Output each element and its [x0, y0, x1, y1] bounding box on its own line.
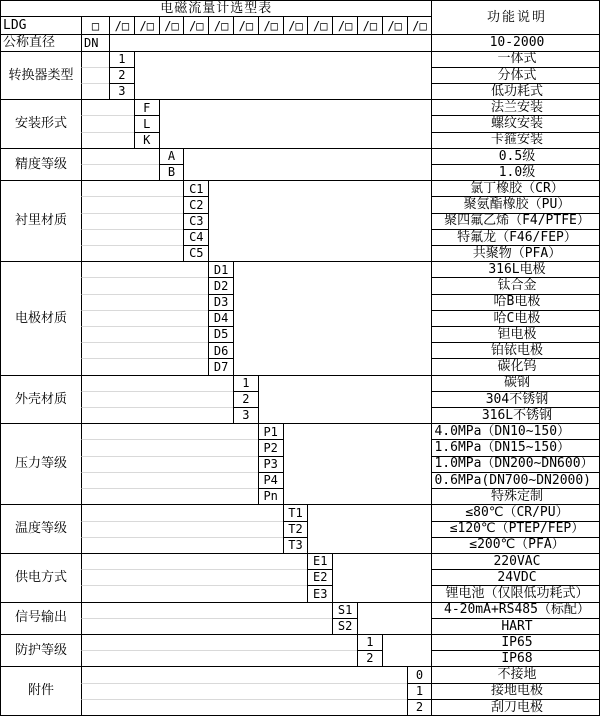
- filler-cell: [81, 164, 159, 180]
- function-cell: 0.5级: [431, 148, 600, 164]
- function-cell: 分体式: [431, 67, 600, 83]
- filler-cell: [258, 375, 432, 424]
- function-cell: 共聚物（PFA）: [431, 245, 600, 261]
- code-cell: 2: [233, 391, 258, 407]
- section-label: 衬里材质: [1, 180, 81, 261]
- code-cell: C5: [183, 245, 208, 261]
- filler-cell: [134, 51, 432, 100]
- code-cell: 1: [109, 51, 134, 67]
- code-cell: 3: [109, 83, 134, 99]
- filler-cell: [81, 358, 208, 374]
- filler-cell: [81, 634, 357, 650]
- code-cell: S2: [332, 618, 357, 634]
- filler-cell: [81, 618, 332, 634]
- selector-table: [1, 1, 600, 715]
- section-label: 安装形式: [1, 99, 81, 148]
- section-label: 精度等级: [1, 148, 81, 180]
- function-cell: 钛合金: [431, 277, 600, 293]
- code-cell: D1: [208, 261, 233, 277]
- function-cell: 1.0MPa（DN200~DN600）: [431, 456, 600, 472]
- model-slot-cell: /□: [307, 16, 332, 34]
- function-cell: 一体式: [431, 51, 600, 67]
- section-label: 公称直径: [1, 34, 81, 50]
- section-label: 附件: [1, 666, 81, 715]
- function-cell: ≤120℃（PTEP/FEP）: [431, 521, 600, 537]
- filler-cell: [81, 553, 307, 569]
- code-cell: C2: [183, 196, 208, 212]
- function-cell: 哈C电极: [431, 310, 600, 326]
- section-label: 防护等级: [1, 634, 81, 666]
- model-slot-cell: /□: [109, 16, 134, 34]
- function-cell: HART: [431, 618, 600, 634]
- function-cell: 铂铱电极: [431, 342, 600, 358]
- filler-cell: [81, 537, 283, 553]
- code-cell: 0: [407, 666, 432, 682]
- model-slot-cell: /□: [382, 16, 407, 34]
- code-cell: P3: [258, 456, 283, 472]
- filler-cell: [81, 423, 258, 439]
- function-cell: 4-20mA+RS485（标配）: [431, 602, 600, 618]
- function-cell: ≤80℃（CR/PU）: [431, 504, 600, 520]
- function-cell: 1.6MPa（DN15~150）: [431, 439, 600, 455]
- model-slot-cell: /□: [357, 16, 382, 34]
- filler-cell: [81, 132, 134, 148]
- code-cell: T1: [283, 504, 308, 520]
- function-cell: IP65: [431, 634, 600, 650]
- filler-cell: [81, 683, 407, 699]
- model-slot-cell: /□: [183, 16, 208, 34]
- code-cell: T2: [283, 521, 308, 537]
- function-cell: 钽电极: [431, 326, 600, 342]
- function-cell: 刮刀电极: [431, 699, 600, 715]
- filler-cell: [81, 196, 183, 212]
- filler-cell: [81, 585, 307, 601]
- code-cell: K: [134, 132, 159, 148]
- filler-cell: [81, 99, 134, 115]
- code-cell: P2: [258, 439, 283, 455]
- function-cell: IP68: [431, 650, 600, 666]
- function-cell: 哈B电极: [431, 294, 600, 310]
- function-cell: 聚四氟乙烯（F4/PTFE）: [431, 213, 600, 229]
- filler-cell: [81, 488, 258, 504]
- filler-cell: [81, 245, 183, 261]
- filler-cell: [382, 634, 432, 666]
- code-cell: 1: [407, 683, 432, 699]
- code-cell: 1: [233, 375, 258, 391]
- filler-cell: [81, 521, 283, 537]
- function-cell: 1.0级: [431, 164, 600, 180]
- filler-cell: [81, 326, 208, 342]
- filler-cell: [81, 261, 208, 277]
- function-cell: 聚氨酯橡胶（PU）: [431, 196, 600, 212]
- code-cell: D5: [208, 326, 233, 342]
- filler-cell: [81, 342, 208, 358]
- filler-cell: [283, 423, 432, 504]
- filler-cell: [208, 180, 431, 261]
- filler-cell: [109, 34, 431, 50]
- model-slot-cell: /□: [283, 16, 308, 34]
- code-cell: 2: [357, 650, 382, 666]
- code-cell: A: [159, 148, 184, 164]
- function-cell: 316L电极: [431, 261, 600, 277]
- code-cell: D3: [208, 294, 233, 310]
- code-cell: B: [159, 164, 184, 180]
- function-cell: 螺纹安装: [431, 115, 600, 131]
- code-cell: F: [134, 99, 159, 115]
- function-column-header: 功能说明: [431, 1, 600, 34]
- filler-cell: [81, 472, 258, 488]
- section-label: 供电方式: [1, 553, 81, 602]
- function-cell: 法兰安装: [431, 99, 600, 115]
- filler-cell: [81, 148, 159, 164]
- code-cell: DN: [81, 34, 109, 50]
- function-cell: 锂电池（仅限低功耗式）: [431, 585, 600, 601]
- filler-cell: [81, 602, 332, 618]
- code-cell: E2: [307, 569, 332, 585]
- code-cell: 2: [407, 699, 432, 715]
- function-cell: 氯丁橡胶（CR）: [431, 180, 600, 196]
- filler-cell: [81, 439, 258, 455]
- model-slot-cell: /□: [258, 16, 283, 34]
- function-cell: 220VAC: [431, 553, 600, 569]
- function-cell: 不接地: [431, 666, 600, 682]
- ldg-label: LDG: [1, 16, 81, 34]
- code-cell: C1: [183, 180, 208, 196]
- section-label: 电极材质: [1, 261, 81, 374]
- code-cell: P4: [258, 472, 283, 488]
- model-slot-cell: /□: [208, 16, 233, 34]
- section-label: 温度等级: [1, 504, 81, 553]
- function-cell: 碳化钨: [431, 358, 600, 374]
- function-cell: 碳钢: [431, 375, 600, 391]
- model-slot-cell: /□: [332, 16, 357, 34]
- code-cell: Pn: [258, 488, 283, 504]
- filler-cell: [332, 553, 431, 602]
- function-cell: 卡箍安装: [431, 132, 600, 148]
- function-cell: 24VDC: [431, 569, 600, 585]
- filler-cell: [81, 294, 208, 310]
- filler-cell: [81, 391, 233, 407]
- model-slot-cell: /□: [407, 16, 432, 34]
- code-cell: S1: [332, 602, 357, 618]
- code-cell: C4: [183, 229, 208, 245]
- code-cell: P1: [258, 423, 283, 439]
- filler-cell: [81, 699, 407, 715]
- code-cell: D6: [208, 342, 233, 358]
- filler-cell: [81, 83, 109, 99]
- filler-cell: [81, 375, 233, 391]
- filler-cell: [81, 666, 407, 682]
- filler-cell: [81, 67, 109, 83]
- code-cell: L: [134, 115, 159, 131]
- function-cell: 4.0MPa（DN10~150）: [431, 423, 600, 439]
- model-slot-cell: /□: [134, 16, 159, 34]
- code-cell: C3: [183, 213, 208, 229]
- section-label: 压力等级: [1, 423, 81, 504]
- function-cell: 304不锈钢: [431, 391, 600, 407]
- function-cell: 特殊定制: [431, 488, 600, 504]
- section-label: 转换器类型: [1, 51, 81, 100]
- function-cell: 低功耗式: [431, 83, 600, 99]
- filler-cell: [81, 569, 307, 585]
- filler-cell: [81, 180, 183, 196]
- function-cell: 特氟龙（F46/FEP）: [431, 229, 600, 245]
- filler-cell: [81, 407, 233, 423]
- function-cell: 316L不锈钢: [431, 407, 600, 423]
- filler-cell: [81, 277, 208, 293]
- filler-cell: [357, 602, 432, 634]
- code-cell: D2: [208, 277, 233, 293]
- filler-cell: [81, 650, 357, 666]
- code-cell: 2: [109, 67, 134, 83]
- filler-cell: [81, 504, 283, 520]
- filler-cell: [81, 115, 134, 131]
- filler-cell: [81, 213, 183, 229]
- code-cell: T3: [283, 537, 308, 553]
- function-cell: 接地电极: [431, 683, 600, 699]
- table-title: 电磁流量计选型表: [160, 1, 273, 16]
- filler-cell: [183, 148, 431, 180]
- model-slot-cell: /□: [233, 16, 258, 34]
- filler-cell: [307, 504, 431, 553]
- code-cell: D4: [208, 310, 233, 326]
- function-cell: ≤200℃（PFA）: [431, 537, 600, 553]
- section-label: 外壳材质: [1, 375, 81, 424]
- filler-cell: [81, 229, 183, 245]
- filler-cell: [159, 99, 432, 148]
- code-cell: 1: [357, 634, 382, 650]
- filler-cell: [81, 456, 258, 472]
- filler-cell: [81, 310, 208, 326]
- section-label: 信号输出: [1, 602, 81, 634]
- code-cell: E1: [307, 553, 332, 569]
- code-cell: D7: [208, 358, 233, 374]
- code-cell: E3: [307, 585, 332, 601]
- filler-cell: [233, 261, 431, 374]
- model-box-cell: □: [81, 16, 109, 34]
- model-slot-cell: /□: [159, 16, 184, 34]
- function-cell: 10-2000: [431, 34, 600, 50]
- function-cell: 0.6MPa(DN700~DN2000): [431, 472, 600, 488]
- code-cell: 3: [233, 407, 258, 423]
- filler-cell: [81, 51, 109, 67]
